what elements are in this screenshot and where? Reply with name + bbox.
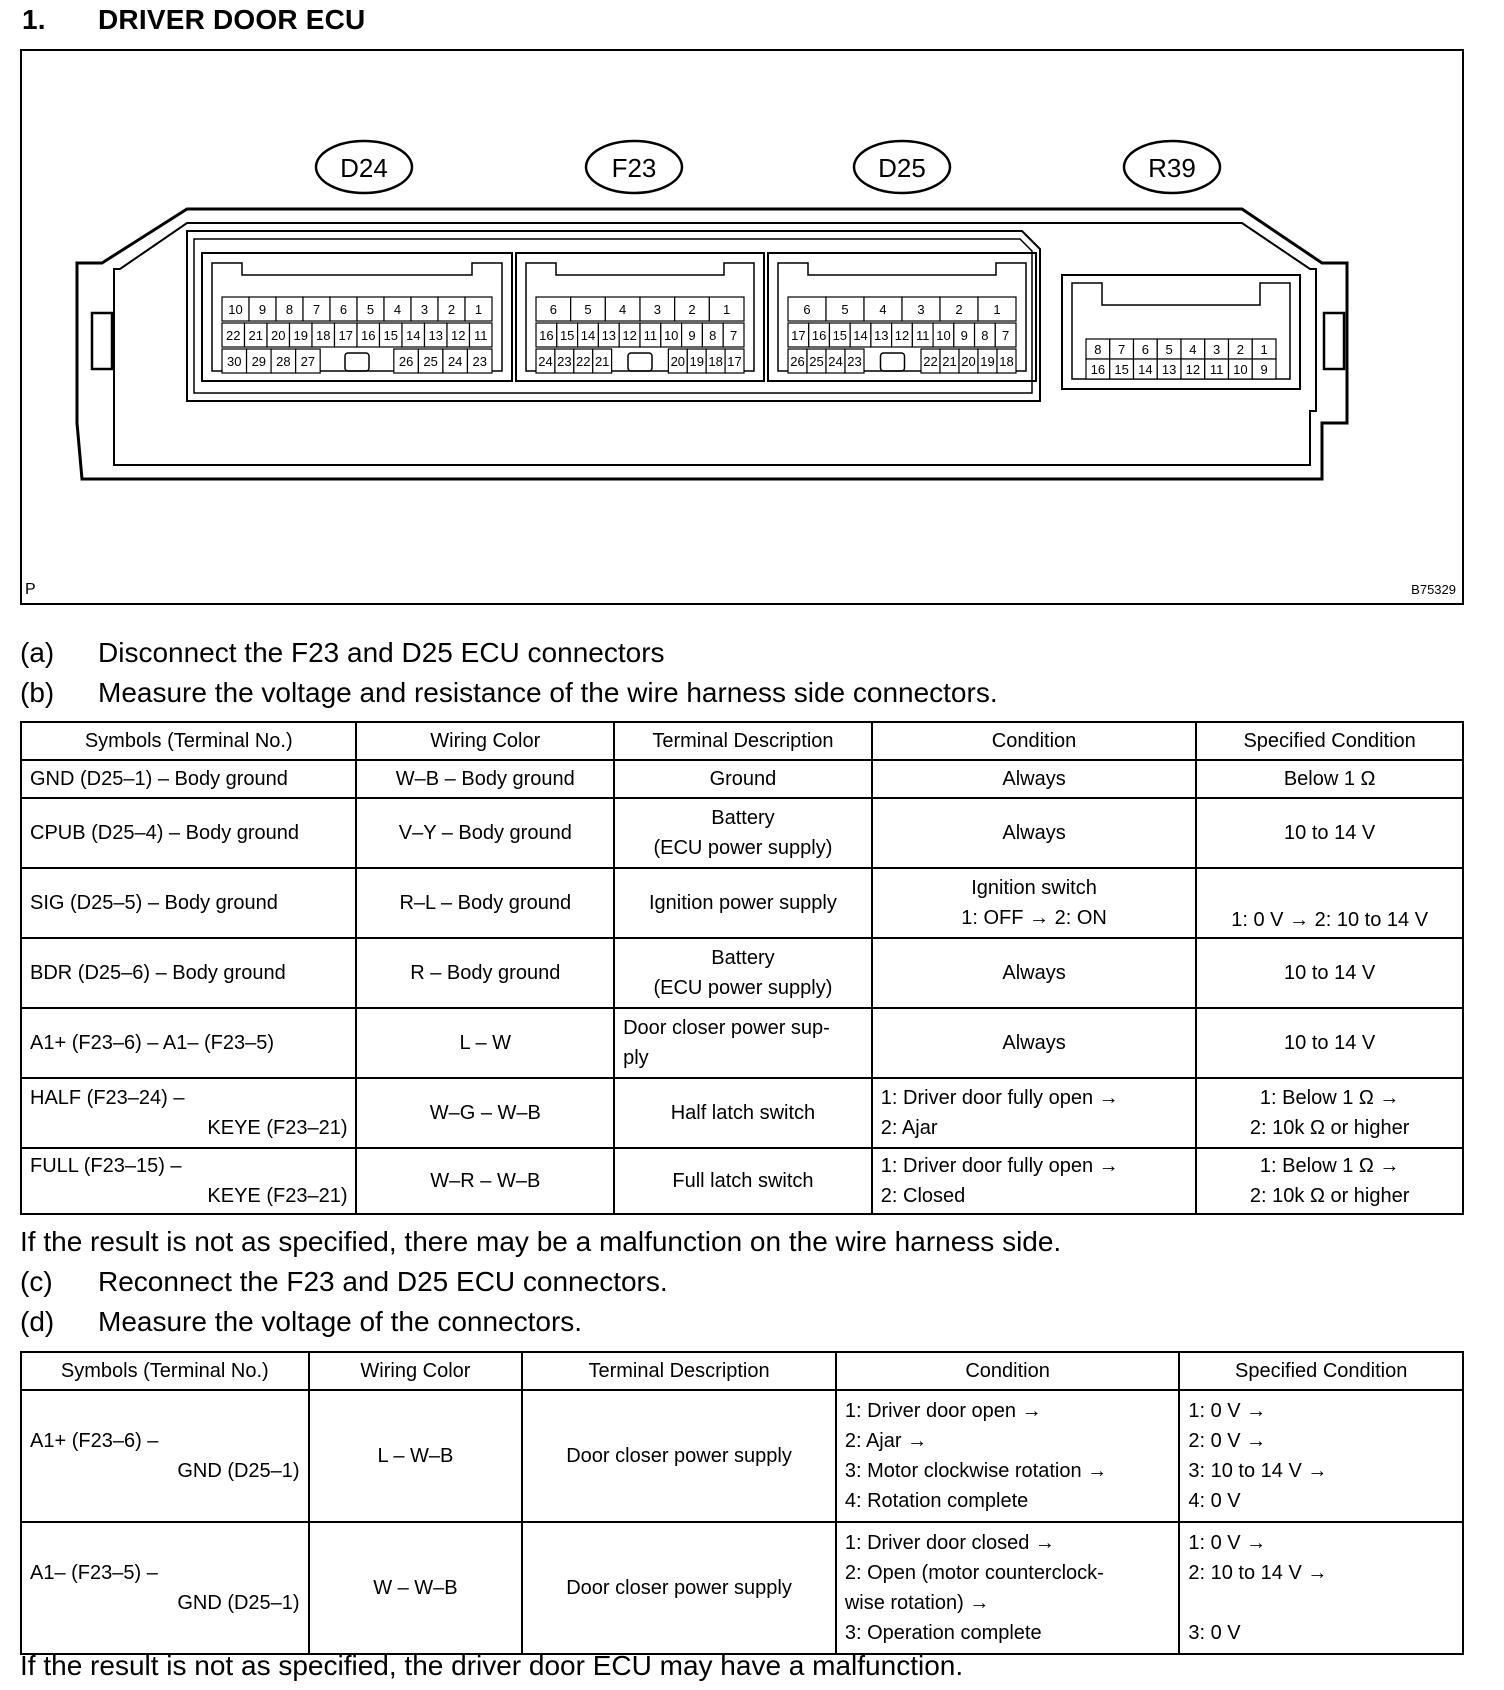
cell-line: ply — [623, 1047, 649, 1069]
pin-number: 23 — [847, 354, 862, 369]
pin-number: 11 — [474, 328, 488, 343]
table-cell-spec — [1196, 1008, 1463, 1078]
table-cell-spec — [1196, 1078, 1463, 1148]
pin-number: 15 — [832, 328, 848, 343]
pin-number: 12 — [894, 328, 910, 343]
table-cell-color: R–L – Body ground — [356, 868, 614, 938]
pin-number: 8 — [1094, 342, 1102, 357]
table-cell-cond — [872, 1078, 1197, 1148]
cell-line: 3: 0 V — [1188, 1622, 1241, 1644]
cell-line: (ECU power supply) — [653, 977, 833, 999]
pin-number: 12 — [451, 328, 466, 343]
pin-number: 3 — [917, 302, 925, 317]
connector-label-text: D24 — [340, 153, 388, 183]
table-row — [21, 938, 1463, 1008]
table-cell-desc: Door closer power supply — [522, 1522, 836, 1654]
cell-line: Battery — [711, 947, 775, 969]
table-cell-spec — [1179, 1390, 1463, 1522]
column-header: Condition — [836, 1352, 1180, 1390]
table-cell-spec — [1196, 760, 1463, 798]
pin-number: 16 — [539, 328, 554, 343]
cell-line: A1– (F23–5) – — [30, 1562, 158, 1584]
section-number: 1. — [22, 4, 46, 35]
connector-label — [316, 141, 412, 193]
step-b-label: (b) — [20, 677, 55, 708]
table-cell-color: W–G – W–B — [356, 1078, 614, 1148]
pin-number: 4 — [393, 302, 402, 317]
pin-number: 5 — [584, 302, 592, 317]
column-header: Wiring Color — [309, 1352, 523, 1390]
connector-label-text: D25 — [878, 153, 926, 183]
cell-line: 10 to 14 V — [1284, 962, 1376, 984]
pin-number: 9 — [688, 328, 696, 343]
connector-d24 — [202, 253, 512, 381]
pin-number: 15 — [559, 328, 575, 343]
table-cell-desc — [614, 760, 872, 798]
pin-number: 11 — [643, 328, 658, 343]
cell-line: GND (D25–1) – Body ground — [30, 768, 288, 790]
pin-number: 5 — [366, 302, 375, 317]
table-cell-desc: Door closer power supply — [522, 1390, 836, 1522]
table-row — [21, 760, 1463, 798]
cell-line: 1: Driver door fully open → — [880, 1155, 1119, 1177]
pin-number: 15 — [383, 328, 398, 343]
cell-line: Below 1 Ω — [1283, 768, 1376, 790]
table-cell-desc — [614, 798, 872, 868]
pin-number: 11 — [915, 328, 930, 343]
cell-line: GND (D25–1) — [177, 1460, 300, 1482]
pin-number: 18 — [708, 354, 723, 369]
pin-number: 9 — [960, 328, 968, 343]
table-cell-color: W–B – Body ground — [356, 760, 614, 798]
cell-line: Always — [1002, 768, 1066, 790]
pin-number: 23 — [472, 354, 487, 369]
table-cell-symbol — [21, 938, 356, 1008]
pin-number: 14 — [580, 328, 596, 343]
cell-line: 10 to 14 V — [1284, 822, 1376, 844]
cell-line: Ignition power supply — [648, 892, 837, 914]
section-heading — [22, 4, 365, 36]
table-cell-symbol — [21, 1522, 309, 1654]
cell-line: Always — [1002, 1032, 1066, 1054]
table-cell-color: R – Body ground — [356, 938, 614, 1008]
cell-line: 2: 10k Ω or higher — [1249, 1117, 1410, 1139]
cell-line: 2: Open (motor counterclock- — [844, 1562, 1104, 1584]
cell-line: 2: Ajar — [880, 1117, 938, 1139]
cell-line: (ECU power supply) — [653, 837, 833, 859]
column-header: Symbols (Terminal No.) — [21, 1352, 309, 1390]
pin-number: 20 — [670, 354, 686, 369]
pin-number: 9 — [258, 302, 267, 317]
pin-number: 4 — [879, 302, 887, 317]
connector-voltage-table — [20, 1351, 1464, 1655]
cell-line: 1: 0 V → — [1188, 1532, 1267, 1554]
pin-number: 19 — [293, 328, 308, 343]
table-cell-cond — [872, 1148, 1197, 1214]
pin-number: 2 — [688, 302, 696, 317]
table-cell-spec — [1196, 798, 1463, 868]
cell-line: 2: 10k Ω or higher — [1249, 1185, 1410, 1207]
cell-line: Ground — [709, 768, 777, 790]
pin-number: 6 — [1141, 342, 1149, 357]
pin-number: 22 — [923, 354, 938, 369]
table-cell-spec — [1179, 1522, 1463, 1654]
pin-number: 24 — [538, 354, 553, 369]
cell-line: Half latch switch — [670, 1102, 816, 1124]
table-cell-symbol — [21, 1008, 356, 1078]
table-row — [21, 1148, 1463, 1214]
cell-line: 1: 0 V → 2: 10 to 14 V — [1231, 909, 1429, 931]
pin-number: 14 — [406, 328, 421, 343]
pin-number: 1 — [1260, 342, 1268, 357]
cell-line — [1188, 1588, 1454, 1618]
pin-number: 1 — [474, 302, 483, 317]
note-ecu: If the result is not as specified, the driver door ECU may have a malfunction. — [20, 1650, 964, 1681]
table-cell-color: W–R – W–B — [356, 1148, 614, 1214]
pin-number: 16 — [361, 328, 376, 343]
ecu-connector-figure — [20, 49, 1464, 605]
cell-line: 4: 0 V — [1188, 1490, 1241, 1512]
step-a-text: Disconnect the F23 and D25 ECU connectors — [98, 637, 665, 668]
pin-number: 24 — [828, 354, 843, 369]
table-cell-symbol — [21, 1390, 309, 1522]
table-cell-symbol — [21, 1148, 356, 1214]
pin-number: 13 — [874, 328, 889, 343]
pin-number: 10 — [1233, 362, 1248, 377]
connector-f23 — [516, 253, 764, 381]
cell-line: 2: Closed — [880, 1185, 966, 1207]
pin-number: 2 — [1236, 342, 1244, 357]
cell-line: 2: 10 to 14 V → — [1188, 1562, 1328, 1584]
pin-number: 19 — [980, 354, 995, 369]
table-cell-cond — [872, 868, 1197, 938]
cell-line: Ignition switch — [971, 877, 1097, 899]
table-cell-color: V–Y – Body ground — [356, 798, 614, 868]
table-cell-spec — [1196, 1148, 1463, 1214]
table-cell-desc — [614, 1008, 872, 1078]
pin-number: 2 — [955, 302, 963, 317]
pin-number: 17 — [791, 328, 806, 343]
table-cell-color: L – W — [356, 1008, 614, 1078]
table-row — [21, 1078, 1463, 1148]
step-d-label: (d) — [20, 1306, 55, 1337]
pin-number: 16 — [811, 328, 827, 343]
figure-code: B75329 — [1411, 582, 1456, 597]
step-b — [20, 677, 998, 709]
pin-number: 8 — [285, 302, 294, 317]
pin-number: 21 — [594, 354, 610, 369]
cell-line: 3: Motor clockwise rotation → — [844, 1460, 1108, 1482]
pin-number: 21 — [248, 328, 263, 343]
pin-number: 3 — [1213, 342, 1221, 357]
connector-d25 — [768, 253, 1036, 381]
pin-number: 13 — [428, 328, 443, 343]
pin-number: 7 — [1118, 342, 1126, 357]
pin-number: 3 — [420, 302, 429, 317]
pin-number: 22 — [226, 328, 241, 343]
cell-line: Battery — [711, 807, 775, 829]
section-title: DRIVER DOOR ECU — [98, 4, 366, 35]
pin-number: 13 — [1161, 362, 1177, 377]
pin-number: 26 — [398, 354, 414, 369]
pin-number: 29 — [251, 354, 267, 369]
connector-label — [586, 141, 682, 193]
table-cell-cond — [872, 1008, 1197, 1078]
pin-number: 22 — [576, 354, 591, 369]
table-cell-symbol — [21, 798, 356, 868]
pin-number: 18 — [316, 328, 331, 343]
step-a-label: (a) — [20, 637, 55, 668]
cell-line: CPUB (D25–4) – Body ground — [30, 822, 300, 844]
pin-number: 28 — [276, 354, 291, 369]
table-row — [21, 1008, 1463, 1078]
table-cell-desc — [614, 938, 872, 1008]
cell-line: Always — [1002, 962, 1066, 984]
table-cell-spec — [1196, 868, 1463, 938]
column-header: Condition — [872, 722, 1197, 760]
cell-line: 1: Driver door fully open → — [880, 1087, 1119, 1109]
table-cell-cond — [872, 760, 1197, 798]
table-cell-desc — [614, 1148, 872, 1214]
pin-number: 23 — [557, 354, 572, 369]
pin-number: 20 — [271, 328, 286, 343]
cell-line: 1: Below 1 Ω → — [1259, 1155, 1400, 1177]
table-cell-symbol — [21, 868, 356, 938]
pin-number: 6 — [803, 302, 811, 317]
cell-line: 1: Below 1 Ω → — [1259, 1087, 1400, 1109]
pin-number: 9 — [1260, 362, 1268, 377]
step-a — [20, 637, 665, 669]
pin-number: 4 — [619, 302, 627, 317]
pin-number: 8 — [709, 328, 717, 343]
cell-line: KEYE (F23–21) — [207, 1185, 348, 1207]
pin-number: 6 — [549, 302, 557, 317]
cell-line: 3: Operation complete — [844, 1622, 1042, 1644]
cell-line: Always — [1002, 822, 1066, 844]
figure-corner-letter: P — [25, 581, 36, 598]
cell-line: 4: Rotation complete — [844, 1490, 1029, 1512]
pin-number: 5 — [841, 302, 849, 317]
cell-line: 1: OFF → 2: ON — [961, 907, 1107, 929]
pin-number: 18 — [999, 354, 1014, 369]
column-header: Symbols (Terminal No.) — [21, 722, 356, 760]
table-cell-cond — [872, 798, 1197, 868]
cell-line: 1: 0 V → — [1188, 1400, 1267, 1422]
pin-number: 20 — [961, 354, 976, 369]
cell-line: 2: 0 V → — [1188, 1430, 1267, 1452]
connector-label-text: R39 — [1148, 153, 1196, 183]
pin-number: 26 — [790, 354, 805, 369]
cell-line: A1+ (F23–6) – — [30, 1430, 159, 1452]
cell-line: FULL (F23–15) – — [30, 1155, 182, 1177]
column-header: Terminal Description — [614, 722, 872, 760]
cell-line: 1: Driver door open → — [844, 1400, 1042, 1422]
table-row — [21, 1522, 1463, 1654]
connector-r39 — [1062, 275, 1300, 389]
pin-number: 24 — [447, 354, 463, 369]
table-row — [21, 798, 1463, 868]
column-header: Specified Condition — [1196, 722, 1463, 760]
table-cell-cond — [836, 1390, 1180, 1522]
pin-number: 5 — [1165, 342, 1173, 357]
pin-number: 10 — [228, 302, 243, 317]
cell-line: BDR (D25–6) – Body ground — [30, 962, 286, 984]
pin-number: 15 — [1114, 362, 1129, 377]
cell-line: GND (D25–1) — [177, 1592, 300, 1614]
column-header: Terminal Description — [522, 1352, 836, 1390]
pin-number: 4 — [1189, 342, 1197, 357]
step-c — [20, 1266, 668, 1298]
pin-number: 12 — [1185, 362, 1201, 377]
pin-number: 14 — [853, 328, 868, 343]
pin-number: 12 — [622, 328, 637, 343]
pin-number: 21 — [942, 354, 957, 369]
cell-line: wise rotation) → — [844, 1592, 990, 1614]
table-cell-color: W – W–B — [309, 1522, 523, 1654]
cell-line: SIG (D25–5) – Body ground — [30, 892, 278, 914]
cell-line: 3: 10 to 14 V → — [1188, 1460, 1328, 1482]
connector-label — [854, 141, 950, 193]
connector-label — [1124, 141, 1220, 193]
table-cell-cond — [872, 938, 1197, 1008]
pin-number: 14 — [1138, 362, 1153, 377]
cell-line: HALF (F23–24) – — [30, 1087, 185, 1109]
connector-label-text: F23 — [611, 153, 657, 183]
pin-number: 7 — [1002, 328, 1010, 343]
column-header: Wiring Color — [356, 722, 614, 760]
table-cell-desc — [614, 1078, 872, 1148]
cell-line: KEYE (F23–21) — [207, 1117, 348, 1139]
column-header: Specified Condition — [1179, 1352, 1463, 1390]
cell-line: 1: Driver door closed → — [844, 1532, 1055, 1554]
step-d-text: Measure the voltage of the connectors. — [98, 1306, 583, 1337]
pin-number: 7 — [312, 302, 321, 317]
table-cell-symbol — [21, 760, 356, 798]
pin-number: 17 — [338, 328, 353, 343]
pin-number: 10 — [663, 328, 679, 343]
table-row — [21, 868, 1463, 938]
pin-number: 17 — [727, 354, 742, 369]
pin-number: 30 — [227, 354, 242, 369]
ecu-diagram — [22, 51, 1462, 603]
pin-number: 10 — [936, 328, 951, 343]
pin-number: 25 — [809, 354, 824, 369]
pin-number: 19 — [689, 354, 704, 369]
note-harness: If the result is not as specified, there may be a malfunction on the wire harness side. — [20, 1226, 1062, 1257]
cell-line: Door closer power sup- — [623, 1017, 830, 1039]
step-b-text: Measure the voltage and resistance of the wire harness side connectors. — [98, 677, 998, 708]
pin-number: 25 — [423, 354, 438, 369]
pin-number: 1 — [723, 302, 731, 317]
table-row — [21, 1390, 1463, 1522]
harness-side-table — [20, 721, 1464, 1215]
pin-number: 27 — [300, 354, 316, 369]
cell-line: 2: Ajar → — [844, 1430, 928, 1452]
table-cell-cond — [836, 1522, 1180, 1654]
table-cell-spec — [1196, 938, 1463, 1008]
table-cell-desc — [614, 868, 872, 938]
pin-number: 2 — [447, 302, 456, 317]
table-cell-symbol — [21, 1078, 356, 1148]
pin-number: 13 — [601, 328, 617, 343]
table-cell-color: L – W–B — [309, 1390, 523, 1522]
cell-line: Full latch switch — [672, 1170, 814, 1192]
step-d — [20, 1306, 582, 1338]
pin-number: 11 — [1209, 362, 1224, 377]
pin-number: 16 — [1090, 362, 1106, 377]
pin-number: 3 — [653, 302, 661, 317]
step-c-label: (c) — [20, 1266, 53, 1297]
step-c-text: Reconnect the F23 and D25 ECU connectors. — [98, 1266, 668, 1297]
pin-number: 6 — [339, 302, 348, 317]
pin-number: 8 — [981, 328, 989, 343]
pin-number: 1 — [993, 302, 1001, 317]
cell-line: A1+ (F23–6) – A1– (F23–5) — [30, 1032, 275, 1054]
pin-number: 7 — [729, 328, 738, 343]
cell-line: 10 to 14 V — [1284, 1032, 1376, 1054]
